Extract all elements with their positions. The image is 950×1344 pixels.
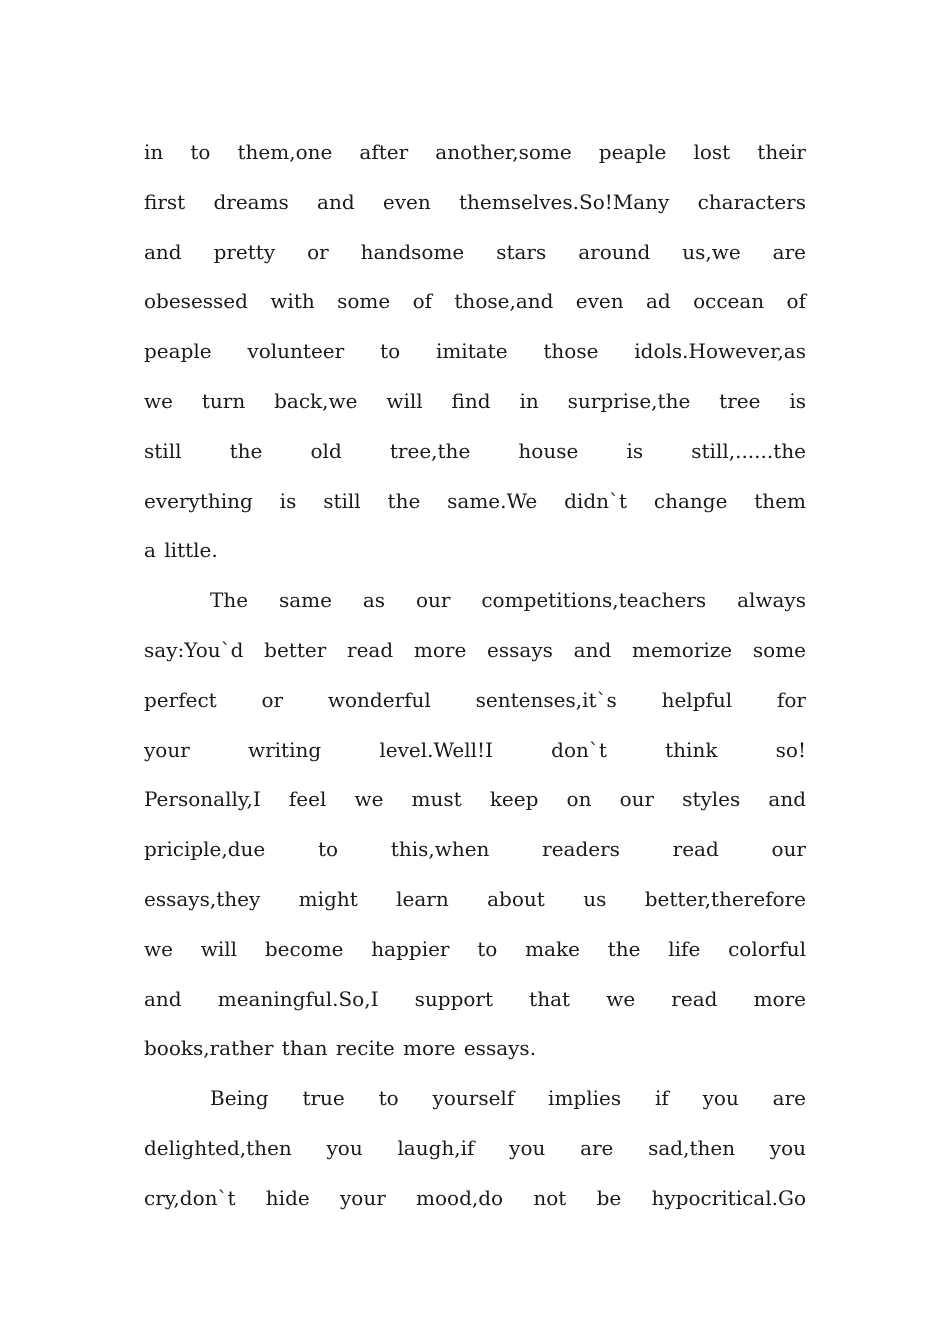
paragraph-1-line-5: peaple volunteer to imitate those idols.However,as [144, 339, 806, 364]
paragraph-2-line-9: and meaningful.So,I support that we read more [144, 986, 806, 1011]
paragraph-3-line-2: delighted,then you laugh,if you are sad,then you [144, 1135, 806, 1160]
paragraph-2-line-8: we will become happier to make the life colorful [144, 936, 806, 961]
body-text [144, 128, 806, 1224]
paragraph-3-line-1: Being true to yourself implies if you are [210, 1086, 806, 1111]
paragraph-1-line-3: and pretty or handsome stars around us,we are [144, 239, 806, 264]
paragraph-1-line-6: we turn back,we will find in surprise,the tree is [144, 388, 806, 413]
paragraph-2-line-4: your writing level.Well!I don`t think so! [144, 737, 806, 762]
paragraph-1-line-8: everything is still the same.We didn`t change them [144, 488, 806, 513]
paragraph-1-line-2: first dreams and even themselves.So!Many characters [144, 189, 806, 214]
paragraph-2-line-3: perfect or wonderful sentenses,it`s helpful for [144, 687, 806, 712]
paragraph-2-line-6: priciple,due to this,when readers read our [144, 837, 806, 862]
paragraph-1-line-7: still the old tree,the house is still,......the [144, 438, 806, 463]
paragraph-2-line-7: essays,they might learn about us better,therefore [144, 886, 806, 911]
paragraph-1-line-4: obesessed with some of those,and even ad occean of [144, 289, 806, 314]
paragraph-1-line-9: a little. [144, 538, 218, 563]
paragraph-2-line-2: say:You`d better read more essays and memorize some [144, 637, 806, 662]
paragraph-1-line-1: in to them,one after another,some peaple lost their [144, 140, 806, 164]
paragraph-2-line-5: Personally,I feel we must keep on our styles and [144, 787, 806, 812]
paragraph-3-line-3: cry,don`t hide your mood,do not be hypocritical.Go [144, 1185, 806, 1210]
paragraph-2-line-1: The same as our competitions,teachers always [210, 588, 806, 613]
paragraph-2-line-10: books,rather than recite more essays. [144, 1036, 537, 1061]
